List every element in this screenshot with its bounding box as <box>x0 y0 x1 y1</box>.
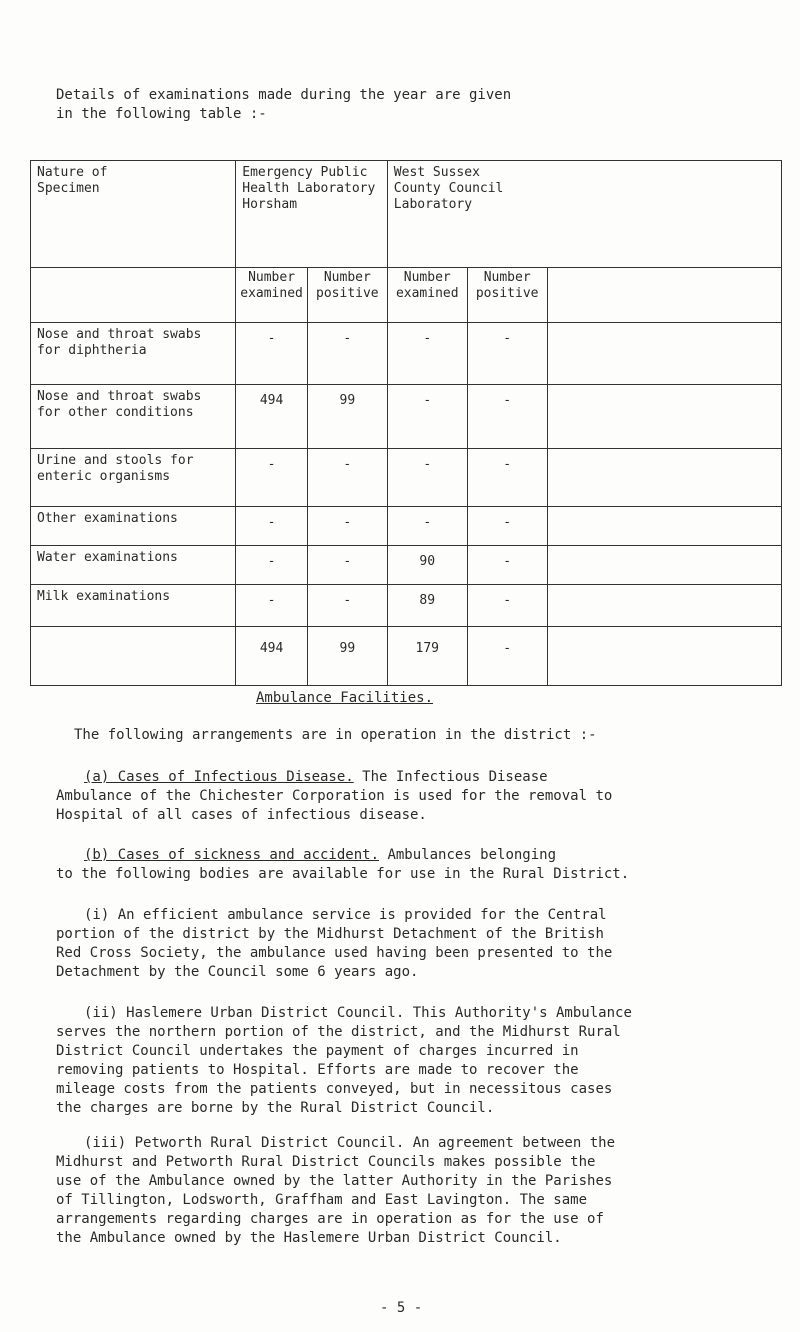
paragraph-a-line-1-rest: The Infectious Disease <box>353 769 548 785</box>
totals-label-blank <box>31 627 236 686</box>
row-label: Nose and throat swabs for other conditions <box>31 385 236 449</box>
cell-value: - <box>236 507 308 546</box>
subheader-examined-2: Number examined <box>387 268 467 323</box>
ambulance-intro-line: The following arrangements are in operation in the district :- <box>74 727 597 743</box>
table-header-row <box>31 161 782 268</box>
paragraph-iii-line: arrangements regarding charges are in operation as for the use of <box>56 1211 604 1227</box>
cell-value: - <box>467 585 547 627</box>
cell-value: 89 <box>387 585 467 627</box>
row-label: Other examinations <box>31 507 236 546</box>
paragraph-a-line-2: Ambulance of the Chichester Corporation is used for the removal to <box>56 788 613 804</box>
cell-value: - <box>467 449 547 507</box>
cell-empty <box>547 449 781 507</box>
paragraph-a-line-3: Hospital of all cases of infectious disease. <box>56 807 427 823</box>
intro-line-2: in the following table :- <box>56 106 267 122</box>
cell-value: - <box>236 323 308 385</box>
cell-value: - <box>307 546 387 585</box>
paragraph-iii-line: the Ambulance owned by the Haslemere Urban District Council. <box>56 1230 562 1246</box>
examinations-table <box>30 160 782 686</box>
paragraph-ii-line: mileage costs from the patients conveyed, but in necessitous cases <box>56 1081 613 1097</box>
subheader-examined-1: Number examined <box>236 268 308 323</box>
ambulance-intro <box>56 726 772 745</box>
total-value: - <box>467 627 547 686</box>
cell-value: - <box>307 323 387 385</box>
table-totals-row <box>31 627 782 686</box>
paragraph-i-line: (i) An efficient ambulance service is provided for the Central <box>84 907 607 923</box>
subheader-spare <box>547 268 781 323</box>
paragraph-iii-line: (iii) Petworth Rural District Council. An agreement between the <box>84 1135 616 1151</box>
row-label: Urine and stools for enteric organisms <box>31 449 236 507</box>
table-subheader-row <box>31 268 782 323</box>
paragraph-b-heading: (b) Cases of sickness and accident. <box>84 847 380 863</box>
row-label: Milk examinations <box>31 585 236 627</box>
paragraph-ii-line: serves the northern portion of the district, and the Midhurst Rural <box>56 1024 621 1040</box>
paragraph-b <box>56 846 772 884</box>
paragraph-iii-line: of Tillington, Lodsworth, Graffham and East Lavington. The same <box>56 1192 588 1208</box>
cell-value: - <box>467 323 547 385</box>
total-value: 99 <box>307 627 387 686</box>
cell-value: - <box>307 507 387 546</box>
subheader-positive-1: Number positive <box>307 268 387 323</box>
paragraph-b-line-2: to the following bodies are available for use in the Rural District. <box>56 866 630 882</box>
cell-value: - <box>236 585 308 627</box>
paragraph-a-heading: (a) Cases of Infectious Disease. <box>84 769 354 785</box>
paragraph-b-line-1-rest: Ambulances belonging <box>379 847 557 863</box>
table-row <box>31 449 782 507</box>
paragraph-iii-line: Midhurst and Petworth Rural District Councils makes possible the <box>56 1154 596 1170</box>
cell-empty <box>547 385 781 449</box>
cell-value: - <box>467 507 547 546</box>
cell-empty <box>547 627 781 686</box>
cell-value: - <box>307 585 387 627</box>
cell-value: 99 <box>307 385 387 449</box>
paragraph-i-line: portion of the district by the Midhurst Detachment of the British <box>56 926 604 942</box>
subheader-blank <box>31 268 236 323</box>
header-horsham-laboratory: Emergency Public Health Laboratory Horsham <box>236 161 388 268</box>
cell-value: - <box>387 323 467 385</box>
subheader-positive-2: Number positive <box>467 268 547 323</box>
cell-value: - <box>467 546 547 585</box>
cell-value: 90 <box>387 546 467 585</box>
paragraph-ii-line: (ii) Haslemere Urban District Council. This Authority's Ambulance <box>84 1005 632 1021</box>
cell-value: - <box>387 449 467 507</box>
table-row <box>31 323 782 385</box>
header-nature-of-specimen: Nature of Specimen <box>31 161 236 268</box>
cell-value: - <box>387 507 467 546</box>
cell-value: - <box>387 385 467 449</box>
paragraph-ii-line: removing patients to Hospital. Efforts are made to recover the <box>56 1062 579 1078</box>
cell-value: - <box>307 449 387 507</box>
page-number: - 5 - <box>380 1300 423 1316</box>
paragraph-b-line-1 <box>56 846 772 865</box>
paragraph-ii-line: the charges are borne by the Rural District Council. <box>56 1100 495 1116</box>
paragraph-ii <box>56 1004 772 1118</box>
paragraph-i <box>56 906 772 982</box>
cell-value: - <box>236 546 308 585</box>
row-label: Water examinations <box>31 546 236 585</box>
total-value: 179 <box>387 627 467 686</box>
paragraph-i-line: Red Cross Society, the ambulance used having been presented to the <box>56 945 613 961</box>
intro-paragraph <box>56 86 756 124</box>
paragraph-a-line-1 <box>56 768 772 787</box>
row-label: Nose and throat swabs for diphtheria <box>31 323 236 385</box>
intro-line-1: Details of examinations made during the year are given <box>56 87 512 103</box>
paragraph-i-line: Detachment by the Council some 6 years ago. <box>56 964 419 980</box>
paragraph-iii-line: use of the Ambulance owned by the latter Authority in the Parishes <box>56 1173 613 1189</box>
cell-value: - <box>467 385 547 449</box>
table-row <box>31 385 782 449</box>
table-row <box>31 585 782 627</box>
cell-value: 494 <box>236 385 308 449</box>
cell-empty <box>547 585 781 627</box>
cell-empty <box>547 507 781 546</box>
table-row <box>31 507 782 546</box>
table-row <box>31 546 782 585</box>
header-west-sussex-laboratory: West Sussex County Council Laboratory <box>387 161 781 268</box>
total-value: 494 <box>236 627 308 686</box>
paragraph-ii-line: District Council undertakes the payment of charges incurred in <box>56 1043 579 1059</box>
paragraph-iii <box>56 1134 772 1248</box>
cell-empty <box>547 323 781 385</box>
section-title: Ambulance Facilities. <box>256 690 434 706</box>
paragraph-a <box>56 768 772 825</box>
cell-value: - <box>236 449 308 507</box>
cell-empty <box>547 546 781 585</box>
